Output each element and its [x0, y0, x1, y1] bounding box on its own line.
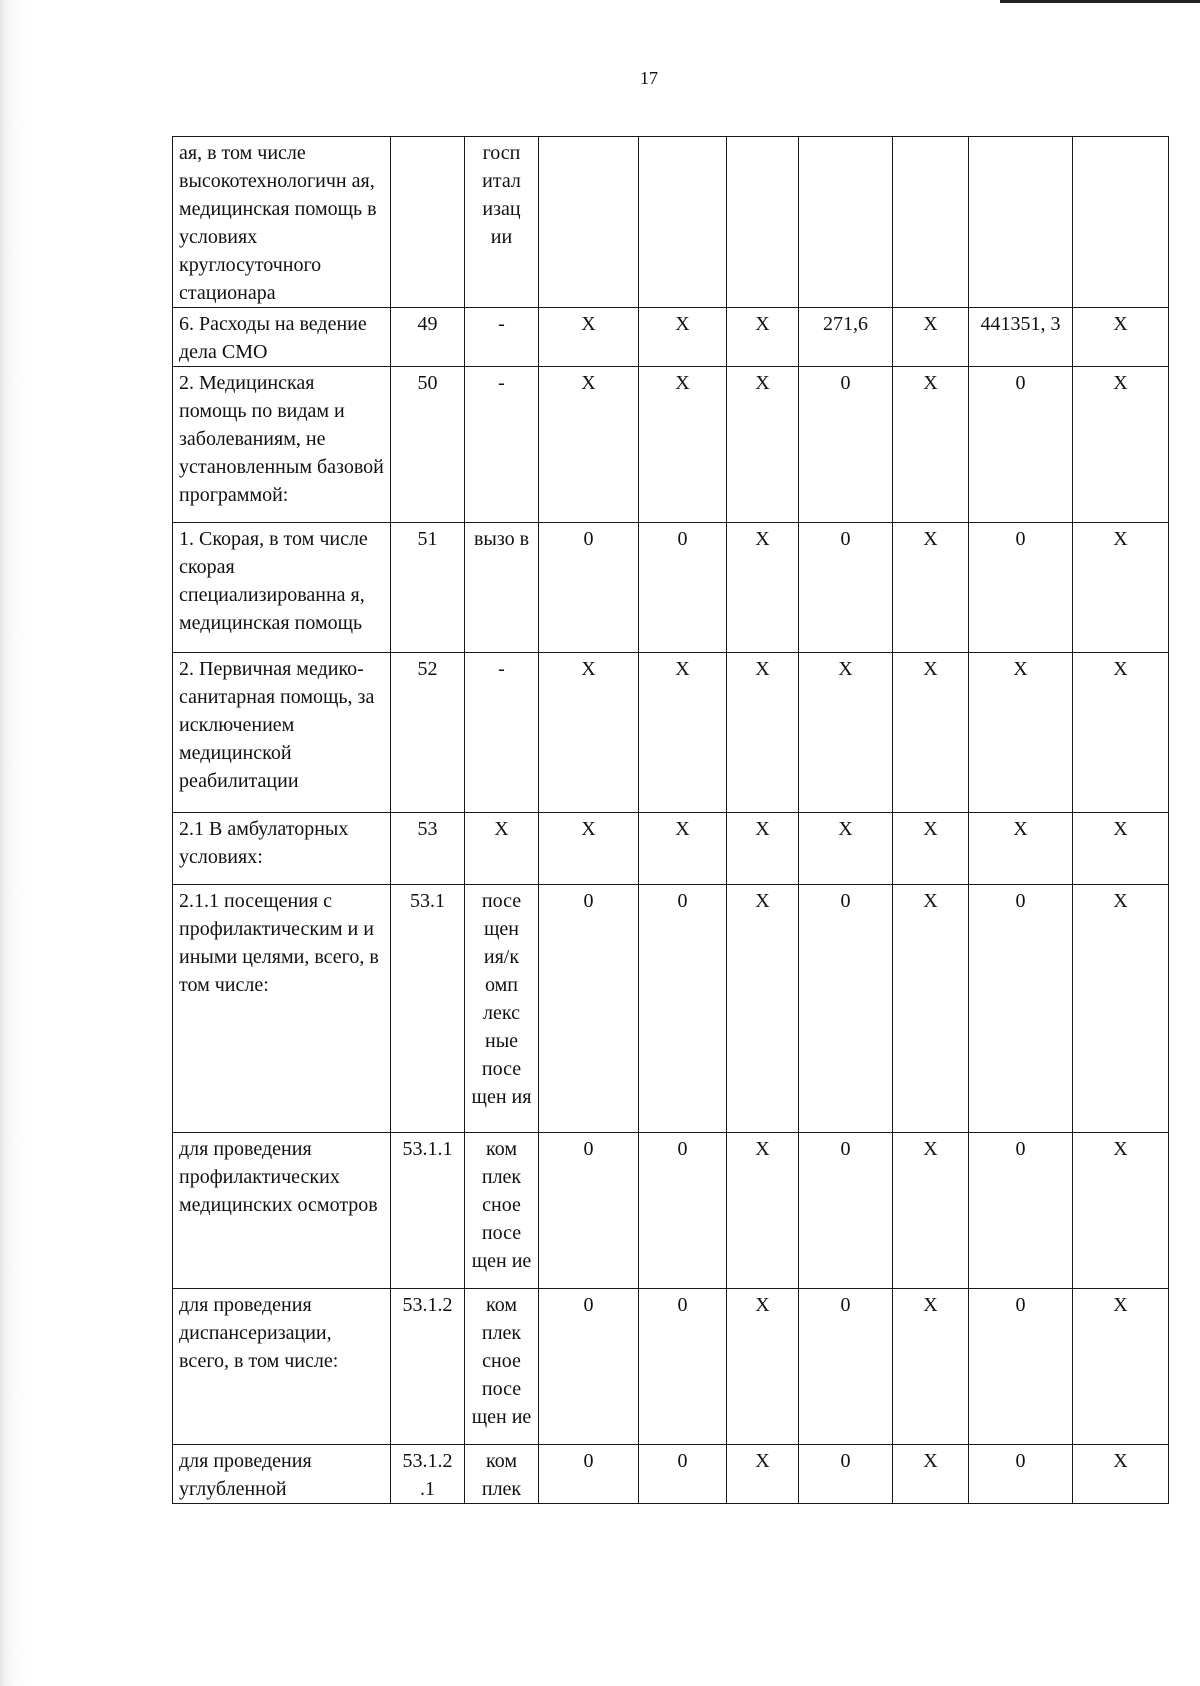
value-cell: X [639, 308, 727, 367]
value-cell [893, 137, 969, 308]
value-cell: 271,6 [799, 308, 893, 367]
value-cell: X [1073, 523, 1169, 653]
table-row [173, 1289, 1169, 1445]
row-number-cell: 49 [391, 308, 465, 367]
value-cell: 0 [539, 1133, 639, 1289]
table-row [173, 885, 1169, 1133]
value-cell: X [727, 1133, 799, 1289]
value-cell: X [893, 308, 969, 367]
value-cell: 0 [799, 1445, 893, 1504]
row-name-cell: 1. Скорая, в том числе скорая специализированна я, медицинская помощь [173, 523, 391, 653]
row-number-cell: 53.1.2 .1 [391, 1445, 465, 1504]
row-number-cell: 53.1.1 [391, 1133, 465, 1289]
row-number-cell: 50 [391, 367, 465, 523]
value-cell: 0 [969, 1445, 1073, 1504]
scan-edge-shadow [0, 0, 30, 1686]
row-number-cell: 53.1.2 [391, 1289, 465, 1445]
value-cell: 0 [639, 523, 727, 653]
table-row [173, 813, 1169, 885]
row-number-cell: 53.1 [391, 885, 465, 1133]
value-cell: X [727, 885, 799, 1133]
row-name-cell: для проведения профилактических медицинских осмотров [173, 1133, 391, 1289]
value-cell: X [727, 367, 799, 523]
value-cell: 0 [969, 1289, 1073, 1445]
value-cell: X [1073, 813, 1169, 885]
table-row [173, 308, 1169, 367]
value-cell: X [639, 653, 727, 813]
value-cell: X [799, 653, 893, 813]
row-name-cell: 2.1 В амбулаторных условиях: [173, 813, 391, 885]
value-cell: 0 [799, 523, 893, 653]
row-number-cell: 53 [391, 813, 465, 885]
row-name-cell: 2.1.1 посещения с профилактическим и и иными целями, всего, в том числе: [173, 885, 391, 1133]
value-cell: X [1073, 1133, 1169, 1289]
value-cell: 0 [639, 1289, 727, 1445]
unit-cell: - [465, 653, 539, 813]
table-row [173, 1133, 1169, 1289]
value-cell: X [539, 367, 639, 523]
value-cell: X [539, 308, 639, 367]
value-cell: X [1073, 1289, 1169, 1445]
unit-cell: вызо в [465, 523, 539, 653]
row-number-cell [391, 137, 465, 308]
value-cell [727, 137, 799, 308]
value-cell [969, 137, 1073, 308]
value-cell: X [539, 653, 639, 813]
value-cell: X [893, 813, 969, 885]
value-cell: 0 [969, 523, 1073, 653]
value-cell: X [539, 813, 639, 885]
value-cell: X [1073, 308, 1169, 367]
data-table [172, 136, 1169, 1504]
value-cell: 441351, 3 [969, 308, 1073, 367]
value-cell: X [727, 1289, 799, 1445]
value-cell: X [893, 367, 969, 523]
value-cell: X [727, 653, 799, 813]
value-cell [1073, 137, 1169, 308]
value-cell: 0 [639, 885, 727, 1133]
value-cell: X [639, 813, 727, 885]
value-cell: 0 [539, 1289, 639, 1445]
page-number: 17 [640, 68, 658, 88]
row-name-cell: ая, в том числе высокотехнологичн ая, медицинская помощь в условиях круглосуточного стационара [173, 137, 391, 308]
table-row [173, 653, 1169, 813]
value-cell: X [893, 1133, 969, 1289]
value-cell: X [1073, 885, 1169, 1133]
value-cell: X [969, 653, 1073, 813]
value-cell: 0 [969, 367, 1073, 523]
value-cell: X [727, 813, 799, 885]
value-cell: X [1073, 1445, 1169, 1504]
value-cell: X [727, 523, 799, 653]
row-name-cell: 6. Расходы на ведение дела СМО [173, 308, 391, 367]
value-cell: 0 [799, 885, 893, 1133]
value-cell: X [893, 885, 969, 1133]
value-cell: X [969, 813, 1073, 885]
row-number-cell: 52 [391, 653, 465, 813]
value-cell: 0 [969, 885, 1073, 1133]
value-cell: 0 [539, 1445, 639, 1504]
value-cell: X [893, 1289, 969, 1445]
table-row [173, 137, 1169, 308]
table-body [173, 137, 1169, 1504]
unit-cell: - [465, 367, 539, 523]
value-cell: X [727, 1445, 799, 1504]
value-cell: X [893, 653, 969, 813]
unit-cell: посе щен ия/к омп лекс ные посе щен ия [465, 885, 539, 1133]
row-name-cell: для проведения диспансеризации, всего, в том числе: [173, 1289, 391, 1445]
unit-cell: ком плек [465, 1445, 539, 1504]
value-cell: X [1073, 653, 1169, 813]
table-row [173, 367, 1169, 523]
value-cell: X [1073, 367, 1169, 523]
unit-cell: X [465, 813, 539, 885]
value-cell: 0 [539, 523, 639, 653]
value-cell [799, 137, 893, 308]
value-cell [639, 137, 727, 308]
unit-cell: госп итал изац ии [465, 137, 539, 308]
value-cell: X [727, 308, 799, 367]
top-edge-line [1000, 0, 1200, 3]
value-cell: 0 [969, 1133, 1073, 1289]
unit-cell: - [465, 308, 539, 367]
row-name-cell: 2. Первичная медико-санитарная помощь, за исключением медицинской реабилитации [173, 653, 391, 813]
value-cell: X [639, 367, 727, 523]
unit-cell: ком плек сное посе щен ие [465, 1133, 539, 1289]
row-number-cell: 51 [391, 523, 465, 653]
value-cell: 0 [539, 885, 639, 1133]
value-cell: X [893, 1445, 969, 1504]
row-name-cell: 2. Медицинская помощь по видам и заболеваниям, не установленным базовой программой: [173, 367, 391, 523]
value-cell: X [799, 813, 893, 885]
value-cell: 0 [799, 1133, 893, 1289]
table-row [173, 1445, 1169, 1504]
value-cell [539, 137, 639, 308]
unit-cell: ком плек сное посе щен ие [465, 1289, 539, 1445]
value-cell: X [893, 523, 969, 653]
value-cell: 0 [799, 367, 893, 523]
row-name-cell: для проведения углубленной [173, 1445, 391, 1504]
value-cell: 0 [639, 1133, 727, 1289]
value-cell: 0 [639, 1445, 727, 1504]
value-cell: 0 [799, 1289, 893, 1445]
table-row [173, 523, 1169, 653]
